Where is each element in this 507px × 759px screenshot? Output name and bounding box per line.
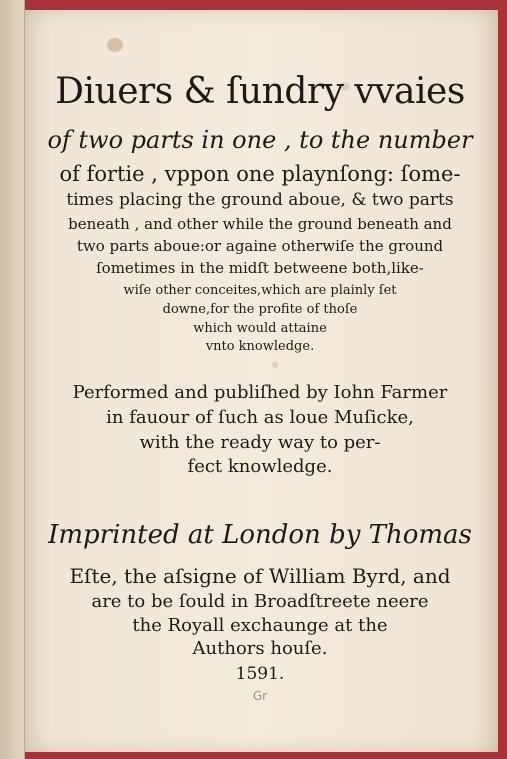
title-line-6: two parts aboue:or againe otherwiſe the ground [76,237,444,255]
title-line-11: vnto knowledge. [205,339,315,354]
title-line-7: ſometimes in the midſt betweene both,like- [96,259,424,277]
imprint-year: 1591. [235,664,285,684]
author-line-1: Performed and publiſhed by Iohn Farmer [72,382,448,403]
imprint-line-3: are to be ſould in Broadſtreete neere [91,591,429,612]
title-line-2: of two parts in one , to the number [47,126,473,154]
author-line-4: fect knowledge. [187,456,333,477]
pencil-mark: Gr [252,689,268,703]
imprint-line-1: Imprinted at London by Thomas [48,520,472,550]
title-line-10: which would attaine [193,321,327,336]
imprint-line-2: Eſte, the aſsigne of William Byrd, and [69,564,451,588]
foxing-spot [107,38,123,52]
author-line-2: in fauour of ſuch as loue Muſicke, [106,407,414,428]
title-line-5: beneath , and other while the ground beneath and [68,215,452,233]
imprint-line-5: Authors houſe. [192,638,328,659]
title-line-4: times placing the ground aboue, & two parts [66,190,454,210]
imprint-line-4: the Royall exchaunge at the [132,615,388,636]
title-line-9: downe,for the profite of thoſe [162,302,358,317]
title-line-8: wiſe other conceites,which are plainly ſet [123,283,397,298]
author-line-3: with the ready way to per- [139,432,381,453]
title-line-1: Diuers & ſundry vvaies [55,71,465,112]
foxing-spot [272,362,278,368]
title-line-3: of fortie , vppon one playnſong: ſome- [59,162,461,186]
